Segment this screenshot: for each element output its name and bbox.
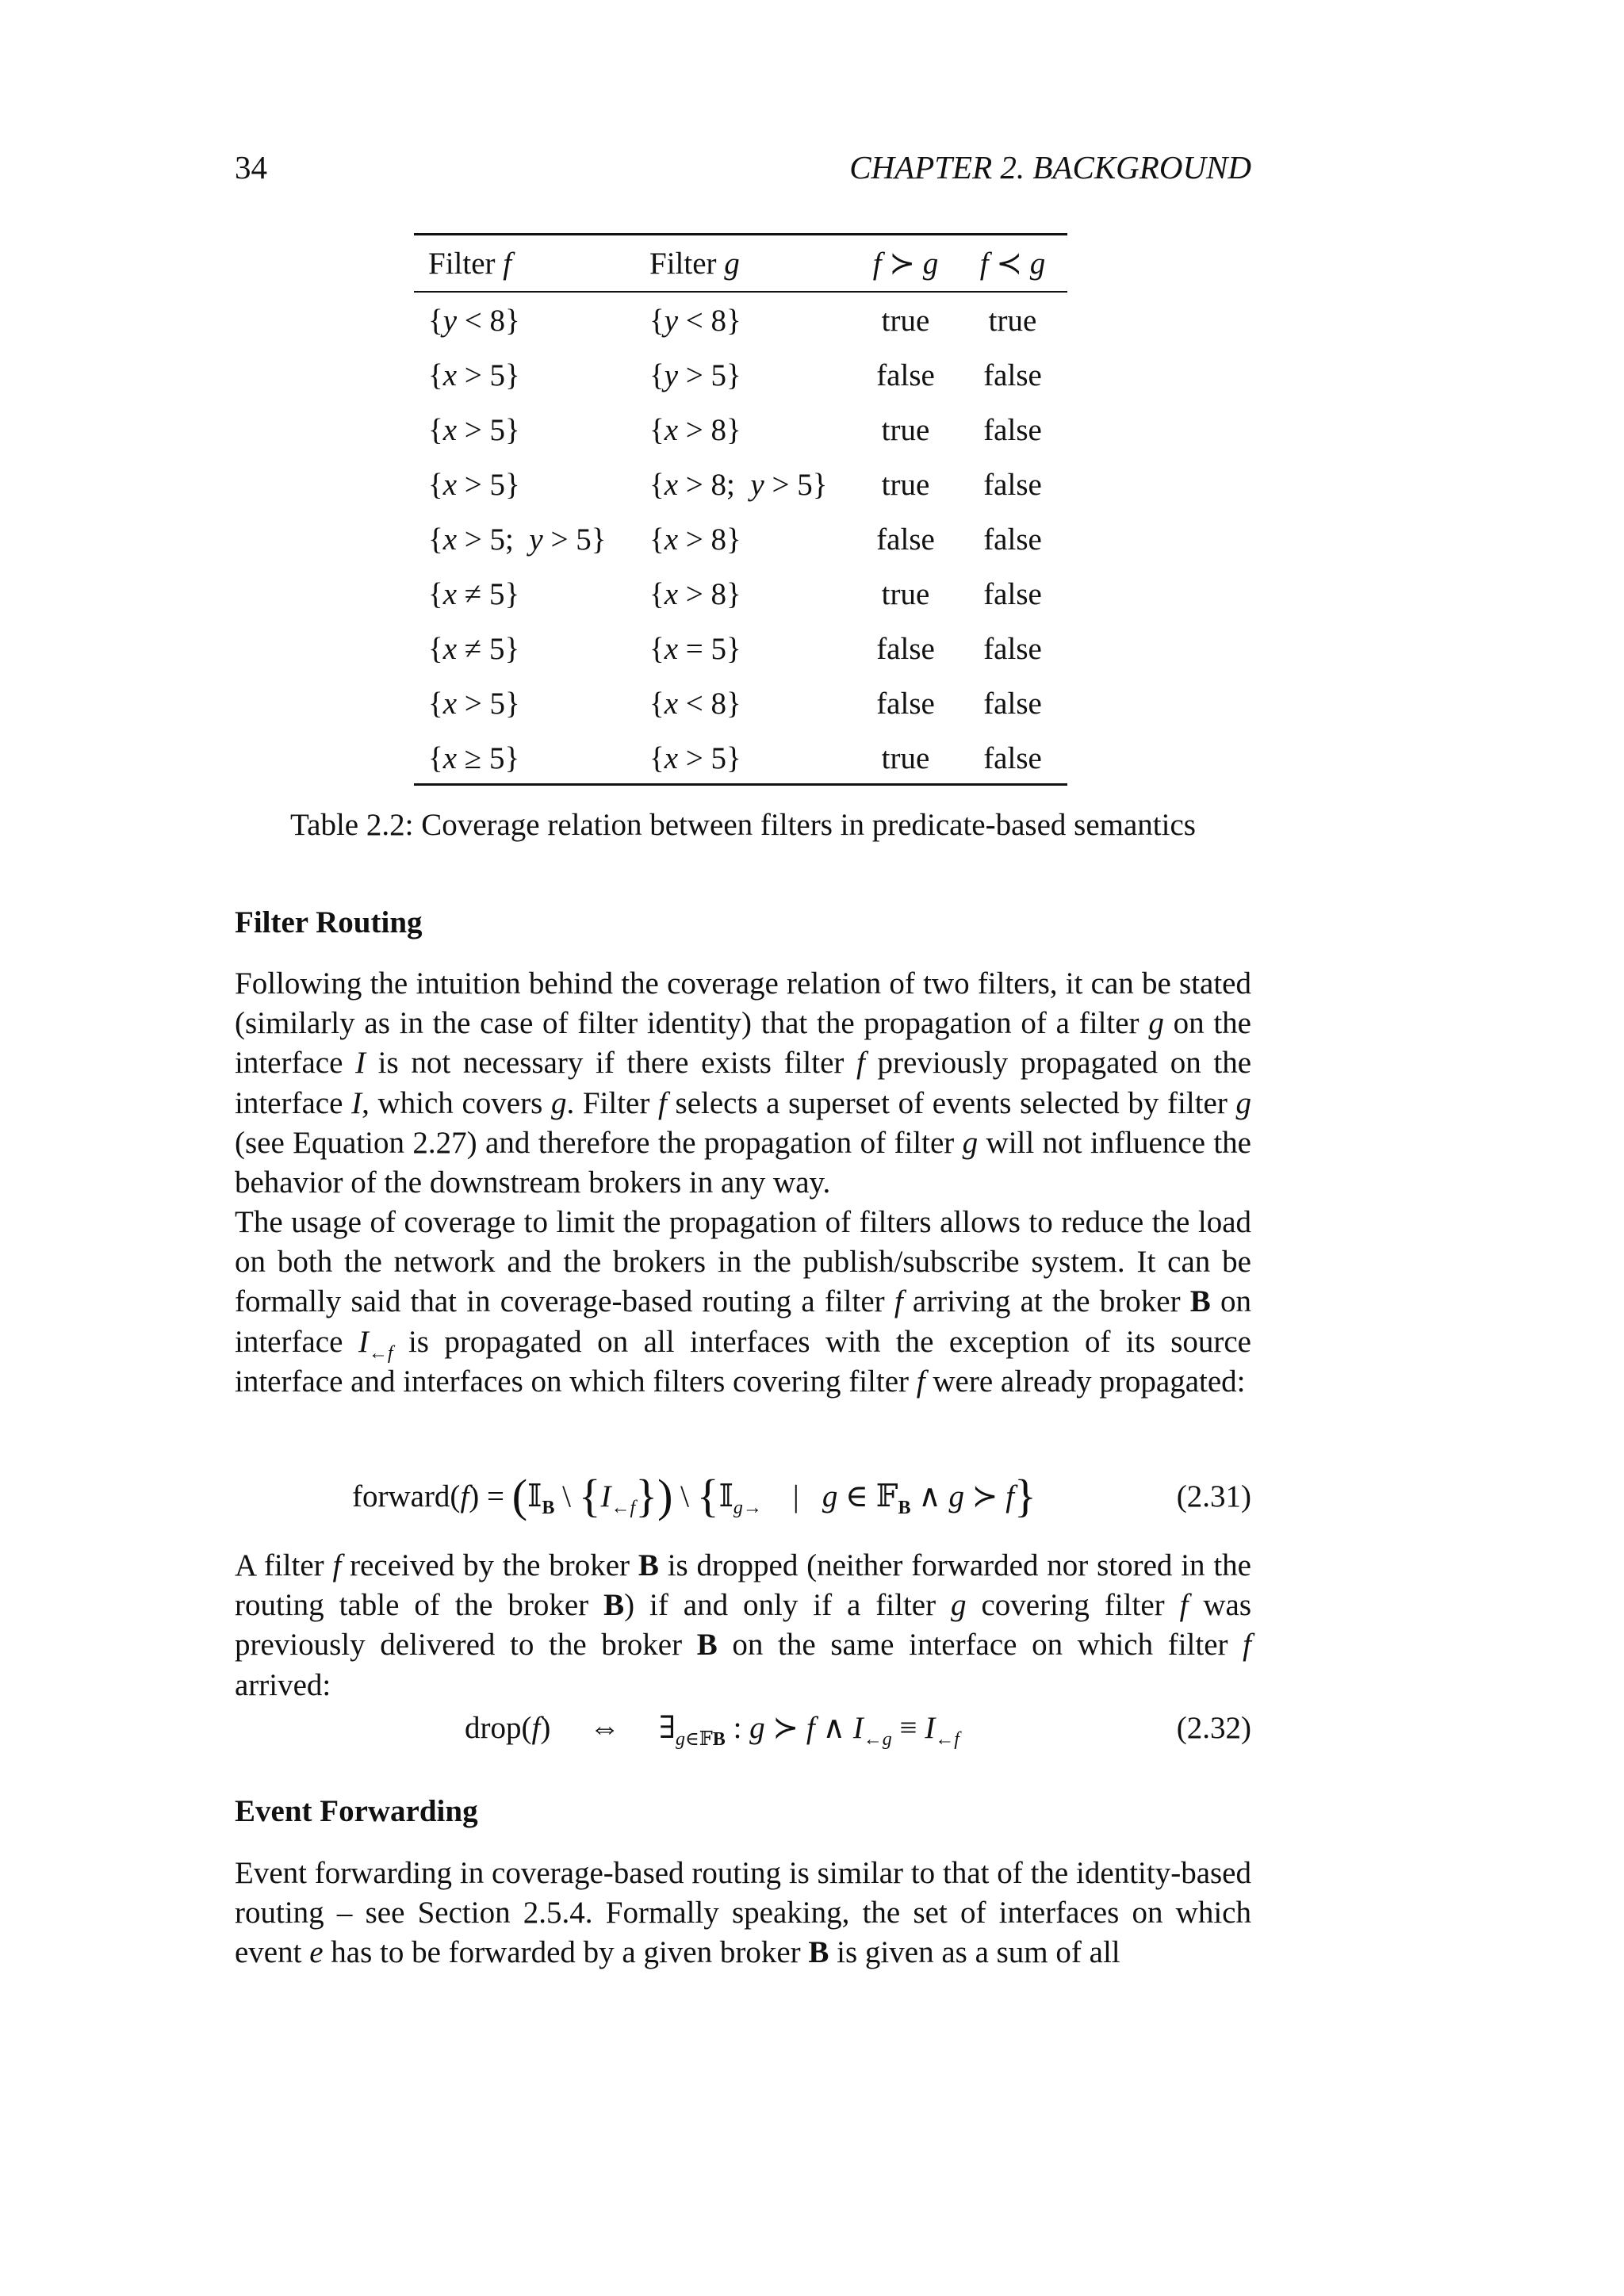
- table-row: [414, 293, 1067, 348]
- cell-filter-f: {x > 5}: [428, 413, 520, 447]
- cell-filter-g: {x > 5}: [649, 741, 741, 775]
- cell-g-covers-f: false: [983, 468, 1042, 502]
- cell-filter-f: {x ≥ 5}: [428, 741, 520, 775]
- cell-g-covers-f: false: [983, 687, 1042, 721]
- table-row: [414, 403, 1067, 457]
- paragraph-filter-routing-1: Following the intuition behind the coverage relation of two filters, it can be stated (similarly as in the case of filter identity) that the propagation of a filter g on the interface I is not necessary if there exists filter f previously propagated on the interface I, which covers g. Filter f selects a superset of events selected by filter g (see Equation 2.27) and therefore the propagation of filter g will not influence the behavior of the downstream brokers in any way.: [235, 966, 1252, 1200]
- cell-filter-f: {y < 8}: [428, 304, 520, 338]
- cell-f-covers-g: true: [881, 304, 930, 338]
- equation-number-2-32: (2.32): [1176, 1711, 1251, 1745]
- cell-g-covers-f: true: [988, 304, 1037, 338]
- equation-drop: drop(f) ⇔ $\exists_{g\in 𝔽B}$ : g ≻ f ∧ $I_{\leftarrow g} \equiv I_{\leftarrow f}$: [465, 1711, 959, 1750]
- cell-g-covers-f: false: [983, 577, 1042, 611]
- cell-f-covers-g: false: [876, 358, 935, 392]
- section-heading-event-forwarding: Event Forwarding: [235, 1794, 478, 1828]
- cell-filter-g: {x = 5}: [649, 632, 741, 666]
- cell-filter-g: {x > 8}: [649, 522, 741, 557]
- header-g-covers-f: f ≺ g: [979, 247, 1046, 281]
- cell-filter-f: {x ≠ 5}: [428, 632, 520, 666]
- cell-filter-g: {x > 8}: [649, 413, 741, 447]
- table-row: [414, 348, 1067, 403]
- paragraph-event-forwarding: Event forwarding in coverage-based routing is similar to that of the identity-based routing – see Section 2.5.4. Formally speaking, the set of interfaces on which event e has to be forwarded by a given broker B is given as a sum of all: [235, 1856, 1251, 1970]
- paragraph-drop: A filter f received by the broker B is dropped (neither forwarded nor stored in the routing table of the broker B) if and only if a filter g covering filter f was previously delivered to the broker B on the same interface on which filter f arrived:: [235, 1548, 1252, 1702]
- page-number: 34: [235, 149, 267, 186]
- equation-number-2-31: (2.31): [1176, 1479, 1251, 1513]
- header-f-covers-g: f ≻ g: [872, 247, 939, 281]
- cell-f-covers-g: false: [876, 522, 935, 557]
- cell-f-covers-g: true: [881, 468, 930, 502]
- equation-forward: forward(f) = (𝕀$_B$ \ $\{I_{\leftarrow f}\}$) \ {𝕀$_{g\to}$ | g ∈ 𝔽$_B$ ∧ g ≻ f}: [352, 1470, 1036, 1521]
- cell-g-covers-f: false: [983, 413, 1042, 447]
- table-row: [414, 676, 1067, 731]
- cell-f-covers-g: true: [881, 413, 930, 447]
- table-row: [414, 457, 1067, 512]
- table-top-rule: [414, 233, 1067, 235]
- section-heading-filter-routing: Filter Routing: [235, 905, 423, 939]
- table-row: [414, 567, 1067, 622]
- table-row: [414, 731, 1067, 786]
- table-header-row: [414, 236, 1067, 291]
- cell-f-covers-g: false: [876, 687, 935, 721]
- cell-filter-g: {y > 5}: [649, 358, 741, 392]
- running-title: CHAPTER 2. BACKGROUND: [849, 149, 1251, 186]
- cell-filter-f: {x > 5}: [428, 468, 520, 502]
- paragraph-filter-routing-2: The usage of coverage to limit the propagation of filters allows to reduce the load on both the network and the brokers in the publish/subscribe system. It can be formally said that in coverage-based routing a filter f arriving at the broker B on interface $I_{\leftarrow f}$ is propagated on all interfaces with the exception of its source interface and interfaces on which filters covering filter f were already propagated:: [235, 1205, 1252, 1399]
- cell-filter-g: {x > 8; y > 5}: [649, 468, 828, 502]
- cell-g-covers-f: false: [983, 632, 1042, 666]
- cell-g-covers-f: false: [983, 522, 1042, 557]
- cell-filter-g: {x > 8}: [649, 577, 741, 611]
- table-row: [414, 512, 1067, 567]
- cell-g-covers-f: false: [983, 741, 1042, 775]
- cell-filter-f: {x > 5}: [428, 358, 520, 392]
- cell-filter-f: {x ≠ 5}: [428, 577, 520, 611]
- cell-f-covers-g: false: [876, 632, 935, 666]
- cell-g-covers-f: false: [983, 358, 1042, 392]
- table-header-rule: [414, 291, 1067, 293]
- cell-filter-g: {x < 8}: [649, 687, 741, 721]
- table-caption: Table 2.2: Coverage relation between filters in predicate-based semantics: [290, 808, 1196, 842]
- header-filter-f: Filter f: [428, 247, 512, 281]
- table-bottom-rule: [414, 783, 1067, 786]
- cell-filter-f: {x > 5; y > 5}: [428, 522, 607, 557]
- cell-f-covers-g: true: [881, 577, 930, 611]
- cell-filter-f: {x > 5}: [428, 687, 520, 721]
- cell-f-covers-g: true: [881, 741, 930, 775]
- table-row: [414, 622, 1067, 676]
- cell-filter-g: {y < 8}: [649, 304, 741, 338]
- header-filter-g: Filter g: [649, 247, 740, 281]
